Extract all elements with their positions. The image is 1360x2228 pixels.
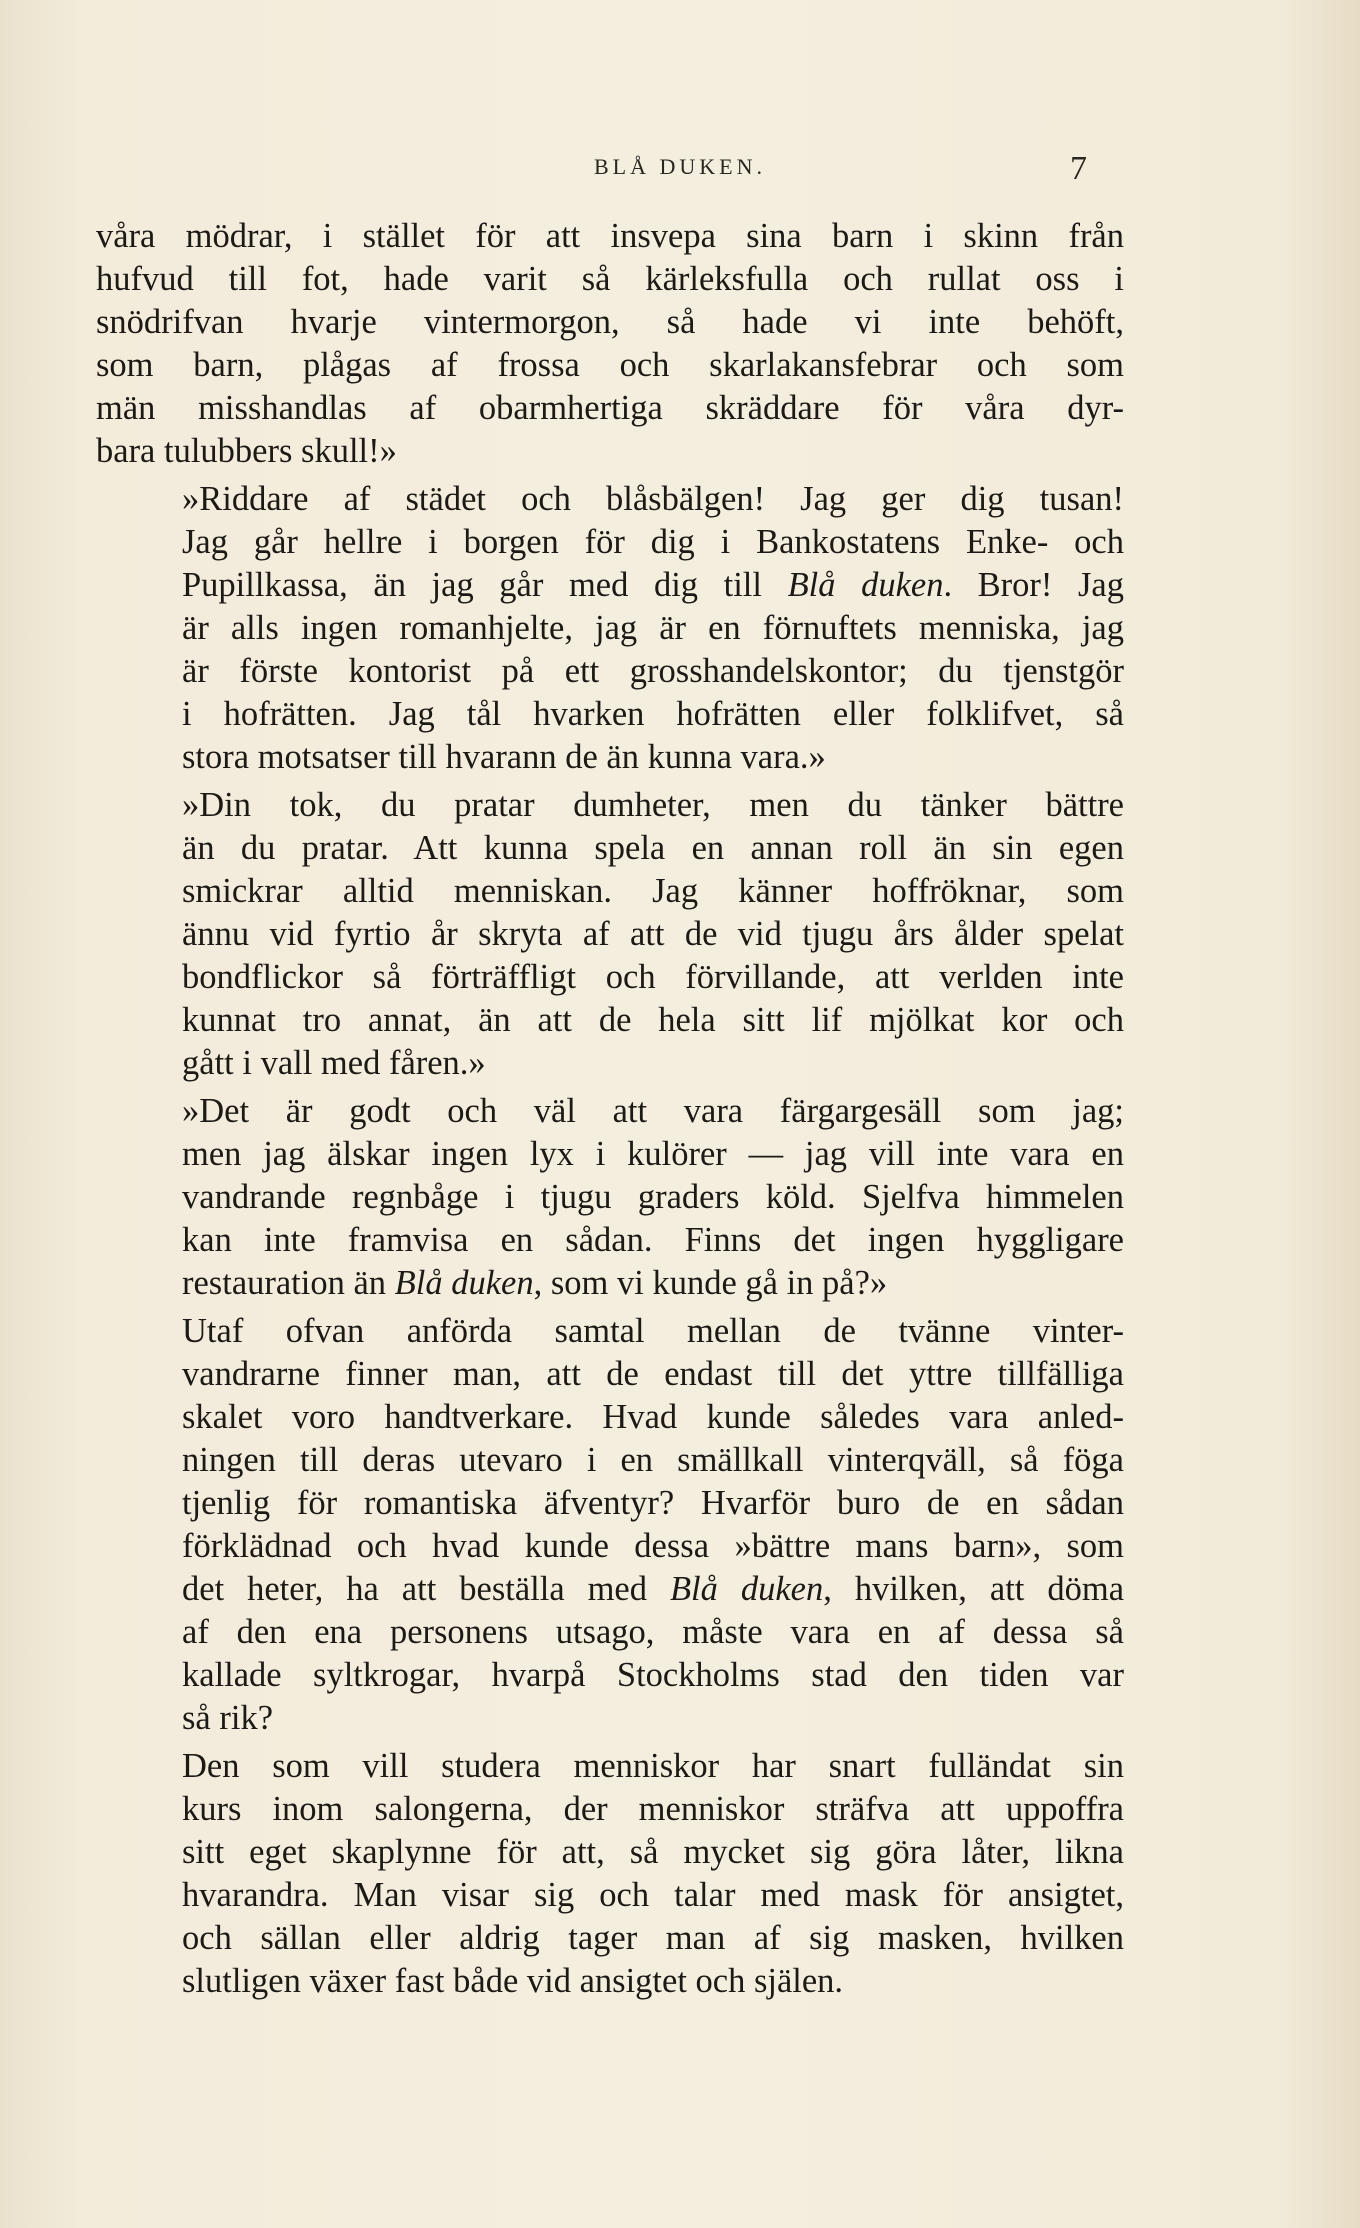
text-line: skalet voro handtverkare. Hvad kunde således vara anled- [182, 1398, 1124, 1436]
paragraph [96, 215, 1124, 473]
text-line: tjenlig för romantiska äfventyr? Hvarför buro de en sådan [182, 1484, 1124, 1522]
running-head: BLÅ DUKEN. [594, 154, 766, 179]
paragraph [96, 1745, 1124, 2003]
text-line: är alls ingen romanhjelte, jag är en förnuftets menniska, jag [182, 609, 1124, 647]
text-line: bara tulubbers skull!» [96, 432, 397, 470]
text-line: »Din tok, du pratar dumheter, men du tänker bättre [182, 786, 1124, 824]
text-line: men jag älskar ingen lyx i kulörer — jag vill inte vara en [182, 1135, 1124, 1173]
text-line: i hofrätten. Jag tål hvarken hofrätten eller folklifvet, så [182, 695, 1124, 733]
text-line: Utaf ofvan anförda samtal mellan de tvänne vinter- [182, 1312, 1124, 1350]
text-line: kallade syltkrogar, hvarpå Stockholms stad den tiden var [182, 1656, 1124, 1694]
text-line: så rik? [182, 1699, 274, 1737]
body-text [96, 215, 1124, 2003]
text-line: gått i vall med fåren.» [182, 1044, 486, 1082]
paragraph [96, 1310, 1124, 1740]
text-line: våra mödrar, i stället för att insvepa sina barn i skinn från [96, 217, 1124, 255]
text-line: Pupillkassa, än jag går med dig till Blå duken. Bror! Jag [182, 566, 1124, 604]
text-line: ännu vid fyrtio år skryta af att de vid tjugu års ålder spelat [182, 915, 1124, 953]
text-line: snödrifvan hvarje vintermorgon, så hade vi inte behöft, [96, 303, 1124, 341]
text-line: hufvud till fot, hade varit så kärleksfulla och rullat oss i [96, 260, 1124, 298]
text-line: »Det är godt och väl att vara färgargesäll som jag; [182, 1092, 1124, 1130]
text-line: vandrarne finner man, att de endast till det yttre tillfälliga [182, 1355, 1124, 1393]
text-line: restauration än Blå duken, som vi kunde gå in på?» [182, 1264, 888, 1302]
paragraph [96, 478, 1124, 779]
text-line: kan inte framvisa en sådan. Finns det ingen hyggligare [182, 1221, 1124, 1259]
text-line: hvarandra. Man visar sig och talar med mask för ansigtet, [182, 1876, 1124, 1914]
text-line: än du pratar. Att kunna spela en annan roll än sin egen [182, 829, 1124, 867]
text-line: bondflickor så förträffligt och förvillande, att verlden inte [182, 958, 1124, 996]
paragraph [96, 784, 1124, 1085]
text-line: och sällan eller aldrig tager man af sig masken, hvilken [182, 1919, 1124, 1957]
text-line: det heter, ha att beställa med Blå duken, hvilken, att döma [182, 1570, 1125, 1608]
text-line: kurs inom salongerna, der menniskor sträfva att uppoffra [182, 1790, 1124, 1828]
text-line: slutligen växer fast både vid ansigtet och själen. [182, 1962, 844, 2000]
text-line: »Riddare af städet och blåsbälgen! Jag ger dig tusan! [182, 480, 1124, 518]
page-number: 7 [1070, 150, 1087, 187]
text-line: förklädnad och hvad kunde dessa »bättre mans barn», som [182, 1527, 1124, 1565]
text-line: som barn, plågas af frossa och skarlakansfebrar och som [96, 346, 1124, 384]
page-header [0, 150, 1360, 190]
text-line: ningen till deras utevaro i en smällkall vinterqväll, så föga [182, 1441, 1124, 1479]
paragraph [96, 1090, 1124, 1305]
text-line: stora motsatser till hvarann de än kunna vara.» [182, 738, 826, 776]
text-line: män misshandlas af obarmhertiga skräddare för våra dyr- [96, 389, 1124, 427]
text-line: Den som vill studera menniskor har snart fulländat sin [182, 1747, 1124, 1785]
text-line: smickrar alltid menniskan. Jag känner hoffröknar, som [182, 872, 1124, 910]
text-line: kunnat tro annat, än att de hela sitt lif mjölkat kor och [182, 1001, 1124, 1039]
text-line: af den ena personens utsago, måste vara en af dessa så [182, 1613, 1124, 1651]
text-line: sitt eget skaplynne för att, så mycket sig göra låter, likna [182, 1833, 1124, 1871]
text-line: är förste kontorist på ett grosshandelskontor; du tjenstgör [182, 652, 1124, 690]
text-line: vandrande regnbåge i tjugu graders köld. Sjelfva himmelen [182, 1178, 1124, 1216]
text-line: Jag går hellre i borgen för dig i Bankostatens Enke- och [182, 523, 1124, 561]
